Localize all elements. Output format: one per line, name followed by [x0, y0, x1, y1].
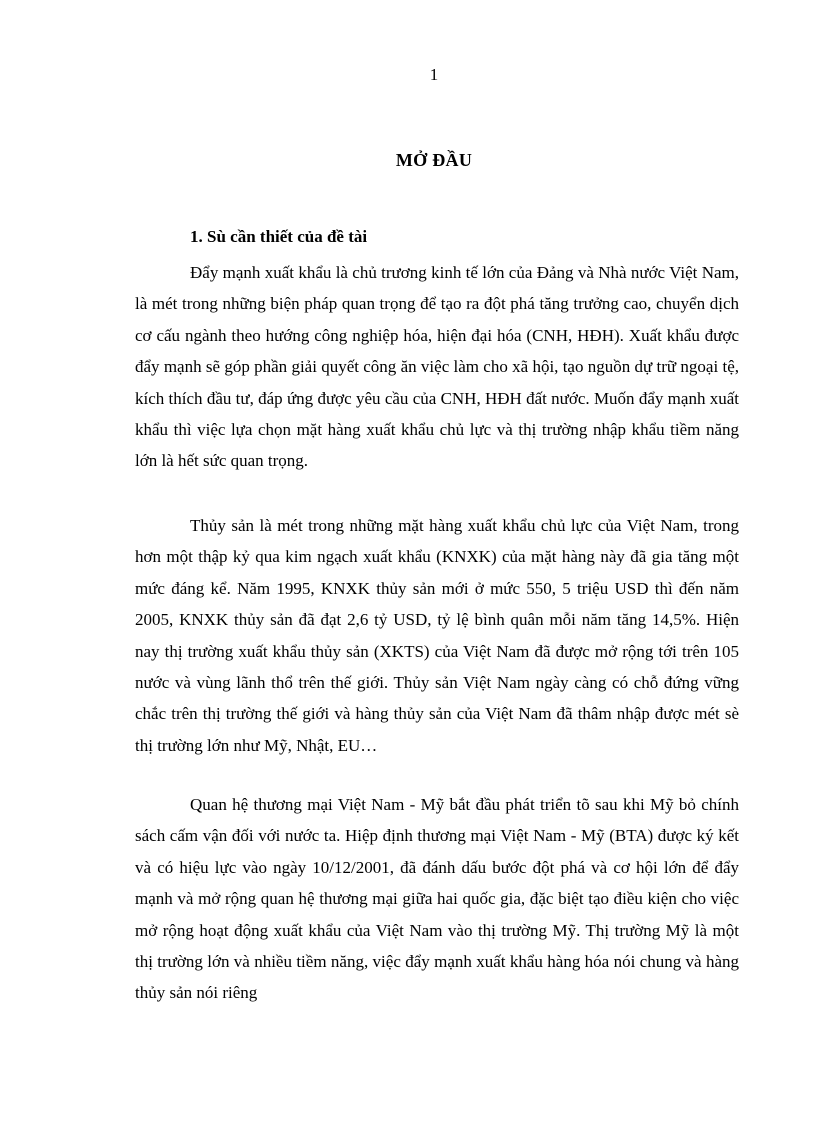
section-heading: 1. Sù cần thiết của đề tài — [190, 227, 368, 246]
document-title: MỞ ĐẦU — [395, 150, 473, 170]
body-paragraph: Thủy sản là mét trong những mặt hàng xuất khẩu chủ lực của Việt Nam, trong hơn một thập kỷ qua kim ngạch xuất khẩu (KNXK) của mặt hàng này đã gia tăng một mức đáng kể. Năm 1995, KNXK thủy sản mới ở mức 550, 5 triệu USD thì đến năm 2005, KNXK thủy sản đã đạt 2,6 tỷ USD, tỷ lệ bình quân mỗi năm tăng 14,5%. Hiện nay thị trường xuất khẩu thủy sản (XKTS) của Việt Nam đã được mở rộng tới trên 105 nước và vùng lãnh thổ trên thế giới. Thủy sản Việt Nam ngày càng có chỗ đứng vững chắc trên thị trường thế giới và hàng thủy sản của Việt Nam đã thâm nhập được mét sè thị trường lớn như Mỹ, Nhật, EU… — [135, 516, 739, 755]
body-paragraph: Đẩy mạnh xuất khẩu là chủ trương kinh tế lớn của Đảng và Nhà nước Việt Nam, là mét trong những biện pháp quan trọng để tạo ra đột phá tăng trưởng cao, chuyển dịch cơ cấu ngành theo hướng công nghiệp hóa, hiện đại hóa (CNH, HĐH). Xuất khẩu được đẩy mạnh sẽ góp phần giải quyết công ăn việc làm cho xã hội, tạo nguồn dự trữ ngoại tệ, kích thích đầu tư, đáp ứng được yêu cầu của CNH, HĐH đất nước. Muốn đẩy mạnh xuất khẩu thì việc lựa chọn mặt hàng xuất khẩu chủ lực và thị trường nhập khẩu tiềm năng lớn là hết sức quan trọng. — [135, 263, 739, 471]
body-paragraph: Quan hệ thương mại Việt Nam - Mỹ bắt đầu phát triển tõ sau khi Mỹ bỏ chính sách cấm vận đối với nước ta. Hiệp định thương mại Việt Nam - Mỹ (BTA) được ký kết và có hiệu lực vào ngày 10/12/2001, đã đánh dấu bước đột phá và cơ hội lớn để đẩy mạnh và mở rộng quan hệ thương mại giữa hai quốc gia, đặc biệt tạo điều kiện cho việc mở rộng hoạt động xuất khẩu của Việt Nam vào thị trường Mỹ. Thị trường Mỹ là một thị trường lớn và nhiều tiềm năng, việc đẩy mạnh xuất khẩu hàng hóa nói chung và hàng thủy sản nói riêng — [135, 795, 739, 1003]
page-number: 1 — [429, 65, 439, 84]
